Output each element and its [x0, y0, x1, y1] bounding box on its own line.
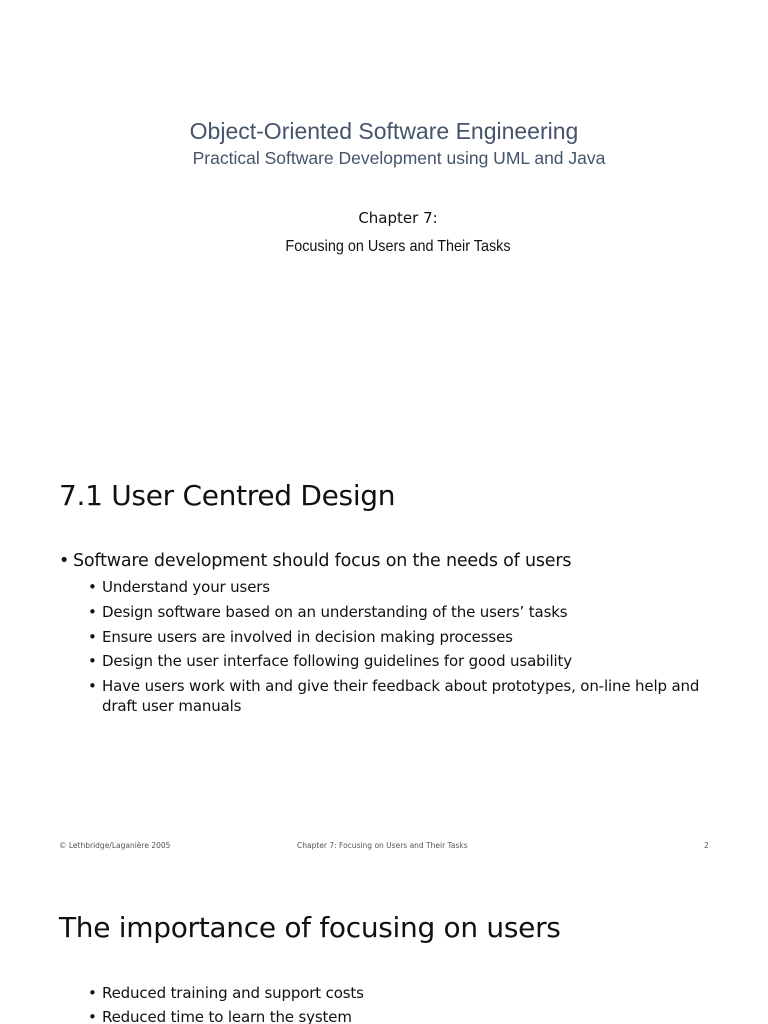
sub-bullet-item: • Understand your users — [88, 577, 728, 597]
bullet-item: • Software development should focus on the needs of users — [59, 549, 571, 573]
sub-bullet-item: • Have users work with and give their feedback about prototypes, on-line help and draft user manuals — [88, 676, 712, 716]
title-slide — [0, 0, 768, 430]
sub-bullet-item: • Design the user interface following guidelines for good usability — [88, 651, 728, 671]
slide-heading: The importance of focusing on users — [59, 911, 561, 944]
slide-heading: 7.1 User Centred Design — [59, 479, 396, 512]
chapter-number: Chapter 7: — [358, 209, 438, 227]
sub-bullet-item: • Design software based on an understanding of the users’ tasks — [88, 602, 728, 622]
footer-page-number: 2 — [704, 841, 709, 850]
chapter-title: Focusing on Users and Their Tasks — [285, 238, 511, 255]
sub-bullet-list — [88, 577, 728, 721]
bullet-item: • Reduced training and support costs — [88, 983, 364, 1003]
bullet-item: • Reduced time to learn the system — [88, 1007, 364, 1024]
bullet-list — [59, 549, 571, 573]
book-title: Object-Oriented Software Engineering — [189, 118, 579, 144]
bullet-list — [88, 983, 364, 1024]
footer-chapter: Chapter 7: Focusing on Users and Their Tasks — [297, 841, 468, 850]
footer-copyright: © Lethbridge/Laganière 2005 — [59, 841, 171, 850]
book-subtitle: Practical Software Development using UML and Java — [192, 148, 606, 168]
sub-bullet-item: • Ensure users are involved in decision making processes — [88, 627, 728, 647]
